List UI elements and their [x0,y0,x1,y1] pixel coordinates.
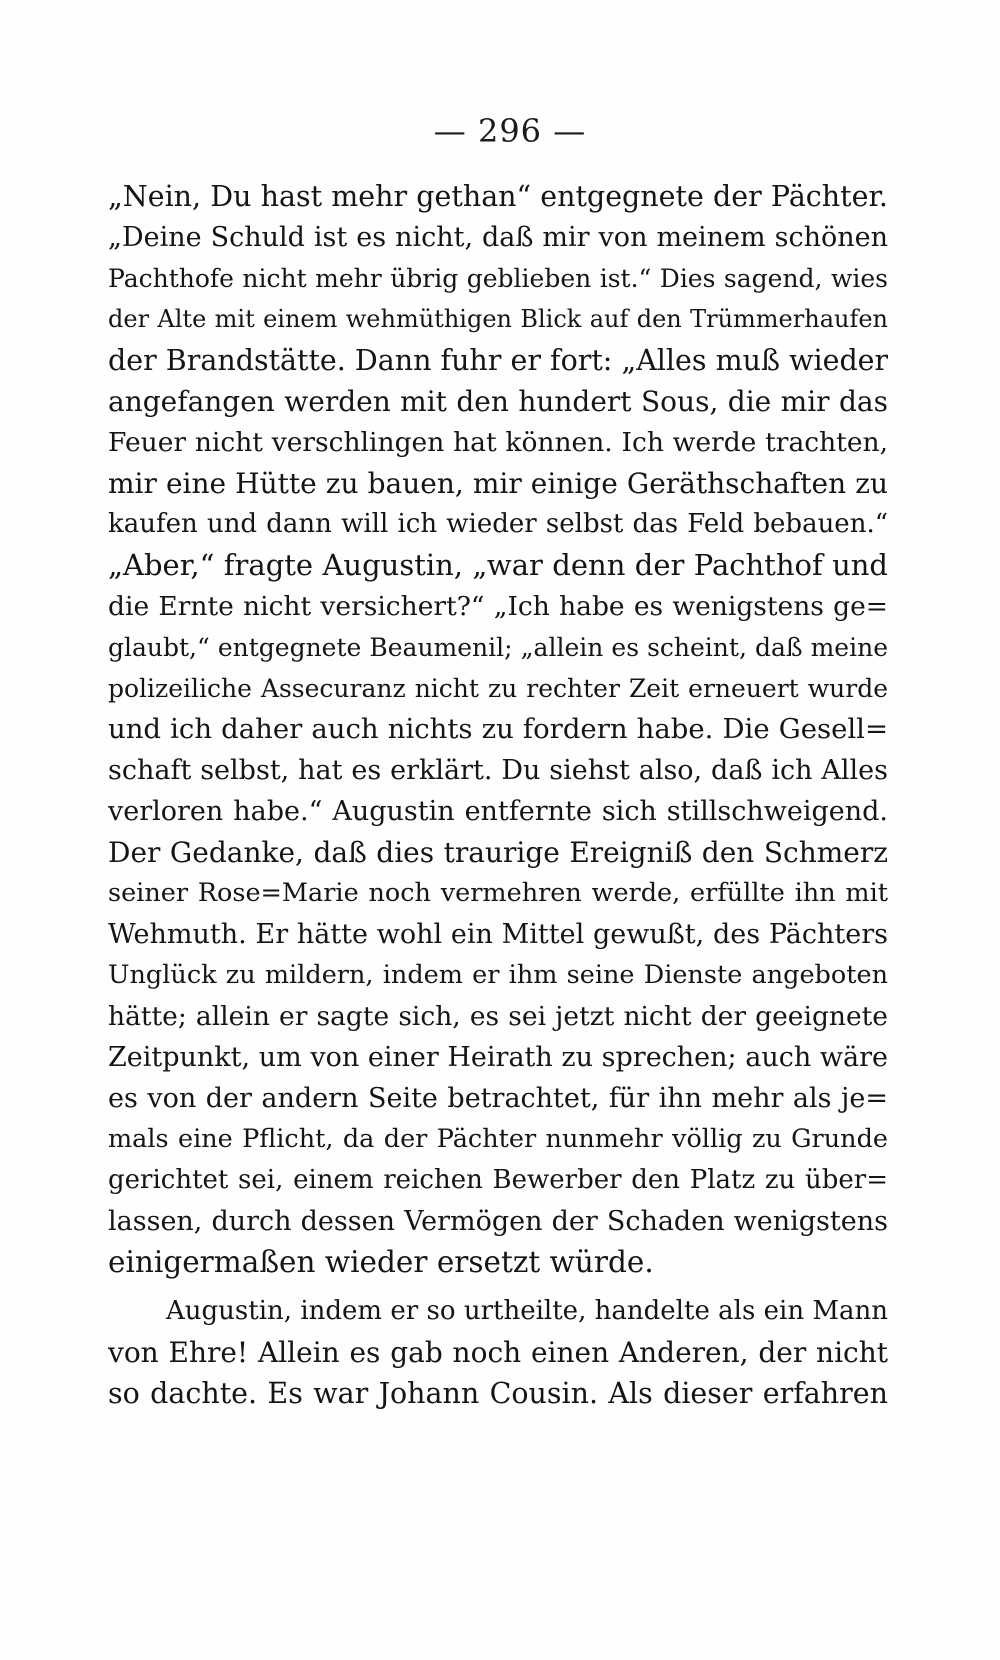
body-text [108,176,888,1414]
paragraph-start-line: Augustin, indem er so urtheilte, handelte als ein Mann [166,1296,888,1326]
text-line: lassen, durch dessen Vermögen der Schaden wenigstens [108,1206,888,1237]
text-line: mir eine Hütte zu bauen, mir einige Geräthschaften zu [108,467,888,500]
text-line: die Ernte nicht versichert?“ „Ich habe es wenigstens ge= [108,591,888,622]
text-line: verloren habe.“ Augustin entfernte sich stillschweigend. [108,796,888,827]
text-line: gerichtet sei, einem reichen Bewerber den Platz zu über= [108,1165,888,1195]
text-line: „Aber,“ fragte Augustin, „war denn der Pachthof und [108,548,888,582]
text-line: so dachte. Es war Johann Cousin. Als dieser erfahren [108,1377,888,1410]
text-line: schaft selbst, hat es erklärt. Du siehst also, daß ich Alles [108,755,888,786]
text-line: Der Gedanke, daß dies traurige Ereigniß den Schmerz [108,836,888,869]
text-line: hätte; allein er sagte sich, es sei jetzt nicht der geeignete [108,1001,888,1032]
text-line: kaufen und dann will ich wieder selbst das Feld bebauen.“ [108,509,888,539]
text-line: Feuer nicht verschlingen hat können. Ich werde trachten, [108,427,888,458]
text-line: Unglück zu mildern, indem er ihm seine Dienste angeboten [108,960,888,990]
text-line: Pachthofe nicht mehr übrig geblieben ist.“ Dies sagend, wies [108,264,888,293]
text-line: glaubt,“ entgegnete Beaumenil; „allein es scheint, daß meine [108,633,888,662]
text-line: „Nein, Du hast mehr gethan“ entgegnete der Pächter. [108,180,888,213]
text-line: der Alte mit einem wehmüthigen Blick auf den Trümmerhaufen [108,305,888,333]
text-line: „Deine Schuld ist es nicht, daß mir von meinem schönen [108,222,888,253]
paragraph-end-line: einigermaßen wieder ersetzt würde. [108,1245,654,1279]
text-line: Wehmuth. Er hätte wohl ein Mittel gewußt, des Pächters [108,919,888,950]
text-line: der Brandstätte. Dann fuhr er fort: „Alles muß wieder [108,344,888,377]
text-line: angefangen werden mit den hundert Sous, die mir das [108,385,888,418]
text-line: es von der andern Seite betrachtet, für ihn mehr als je= [108,1083,888,1114]
text-line: Zeitpunkt, um von einer Heirath zu sprechen; auch wäre [108,1042,888,1073]
text-line: mals eine Pflicht, da der Pächter nunmehr völlig zu Grunde [108,1124,888,1154]
page-number: — 296 — [433,112,587,150]
text-line: und ich daher auch nichts zu fordern habe. Die Gesell= [108,713,888,745]
text-line: polizeiliche Assecuranz nicht zu rechter Zeit erneuert wurde [108,674,888,703]
text-line: von Ehre! Allein es gab noch einen Anderen, der nicht [108,1336,888,1369]
text-line: seiner Rose=Marie noch vermehren werde, erfüllte ihn mit [108,878,888,908]
